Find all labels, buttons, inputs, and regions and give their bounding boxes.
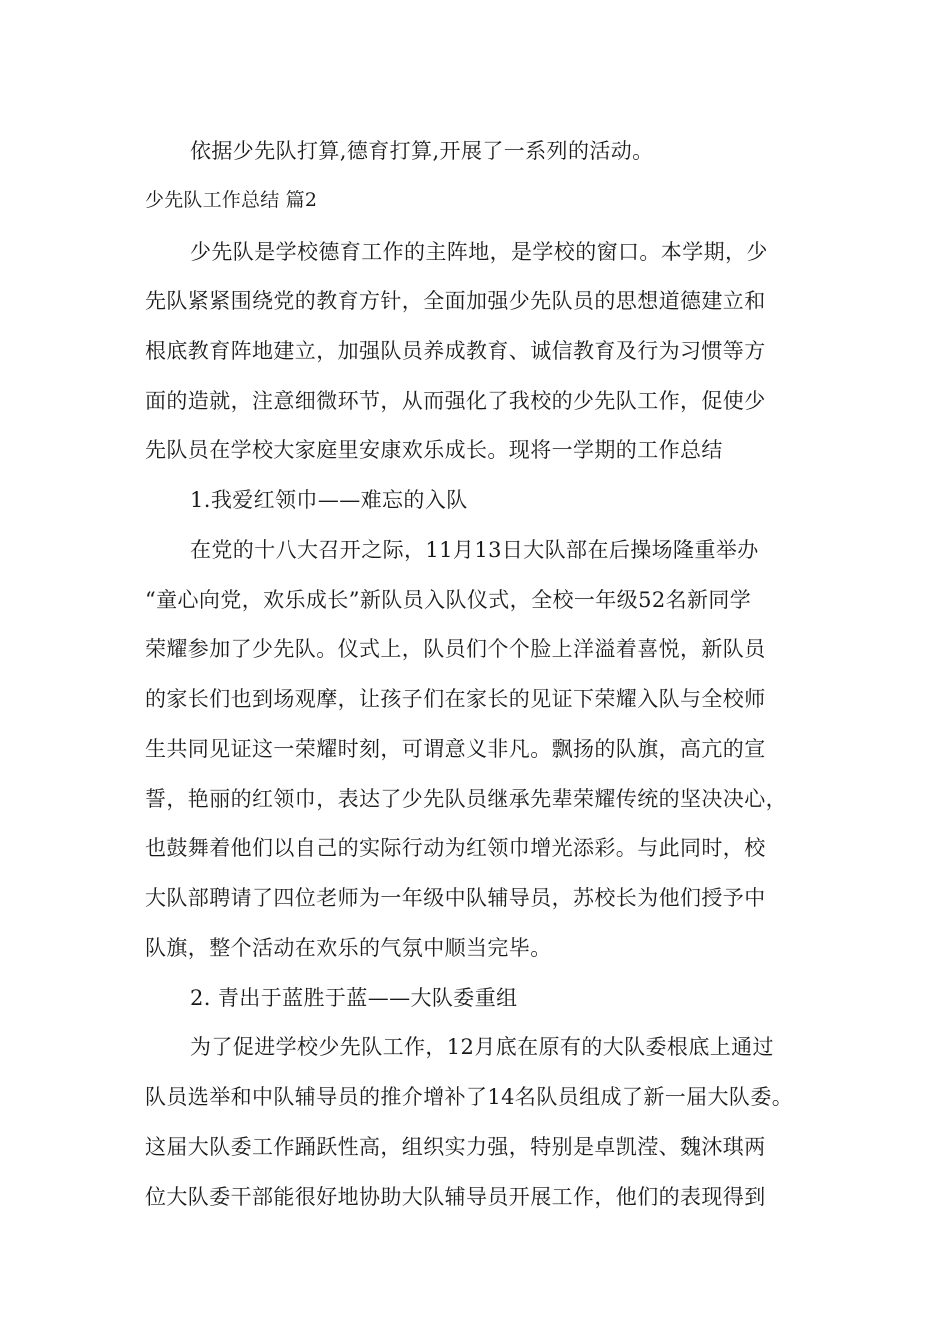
section-heading: 少先队工作总结 篇2	[145, 189, 318, 211]
paragraph-line: 队员选举和中队辅导员的推介增补了14名队员组成了新一届大队委。	[145, 1085, 794, 1109]
subheading-line: 2. 青出于蓝胜于蓝——大队委重组	[190, 986, 518, 1010]
paragraph-line: 这届大队委工作踊跃性高，组织实力强，特别是卓凯滢、魏沐琪两	[145, 1135, 766, 1159]
subheading-line: 1.我爱红领巾——难忘的入队	[190, 488, 468, 512]
paragraph-line: “童心向党，欢乐成长”新队员入队仪式，全校一年级52名新同学	[145, 588, 752, 612]
paragraph-line: 誓，艳丽的红领巾，表达了少先队员继承先辈荣耀传统的坚决决心，	[145, 787, 787, 811]
paragraph-line: 面的造就，注意细微环节，从而强化了我校的少先队工作，促使少	[145, 389, 766, 413]
paragraph-line: 的家长们也到场观摩，让孩子们在家长的见证下荣耀入队与全校师	[145, 687, 766, 711]
paragraph-line: 生共同见证这一荣耀时刻，可谓意义非凡。飘扬的队旗，高亢的宣	[145, 737, 766, 761]
paragraph-line: 也鼓舞着他们以自己的实际行动为红领巾增光添彩。与此同时，校	[145, 836, 766, 860]
paragraph-line: 为了促进学校少先队工作，12月底在原有的大队委根底上通过	[190, 1035, 774, 1059]
paragraph-line: 位大队委干部能很好地协助大队辅导员开展工作，他们的表现得到	[145, 1185, 766, 1209]
paragraph-line: 在党的十八大召开之际，11月13日大队部在后操场隆重举办	[190, 538, 759, 562]
paragraph-line: 荣耀参加了少先队。仪式上，队员们个个脸上洋溢着喜悦，新队员	[145, 637, 766, 661]
paragraph-line: 队旗，整个活动在欢乐的气氛中顺当完毕。	[145, 936, 552, 960]
paragraph-line: 先队紧紧围绕党的教育方针，全面加强少先队员的思想道德建立和	[145, 289, 766, 313]
paragraph-line: 根底教育阵地建立，加强队员养成教育、诚信教育及行为习惯等方	[145, 339, 766, 363]
paragraph-line: 依据少先队打算,德育打算,开展了一系列的活动。	[190, 139, 654, 163]
paragraph-line: 少先队是学校德育工作的主阵地，是学校的窗口。本学期，少	[190, 240, 768, 264]
paragraph-line: 先队员在学校大家庭里安康欢乐成长。现将一学期的工作总结	[145, 438, 723, 462]
paragraph-line: 大队部聘请了四位老师为一年级中队辅导员，苏校长为他们授予中	[145, 886, 766, 910]
